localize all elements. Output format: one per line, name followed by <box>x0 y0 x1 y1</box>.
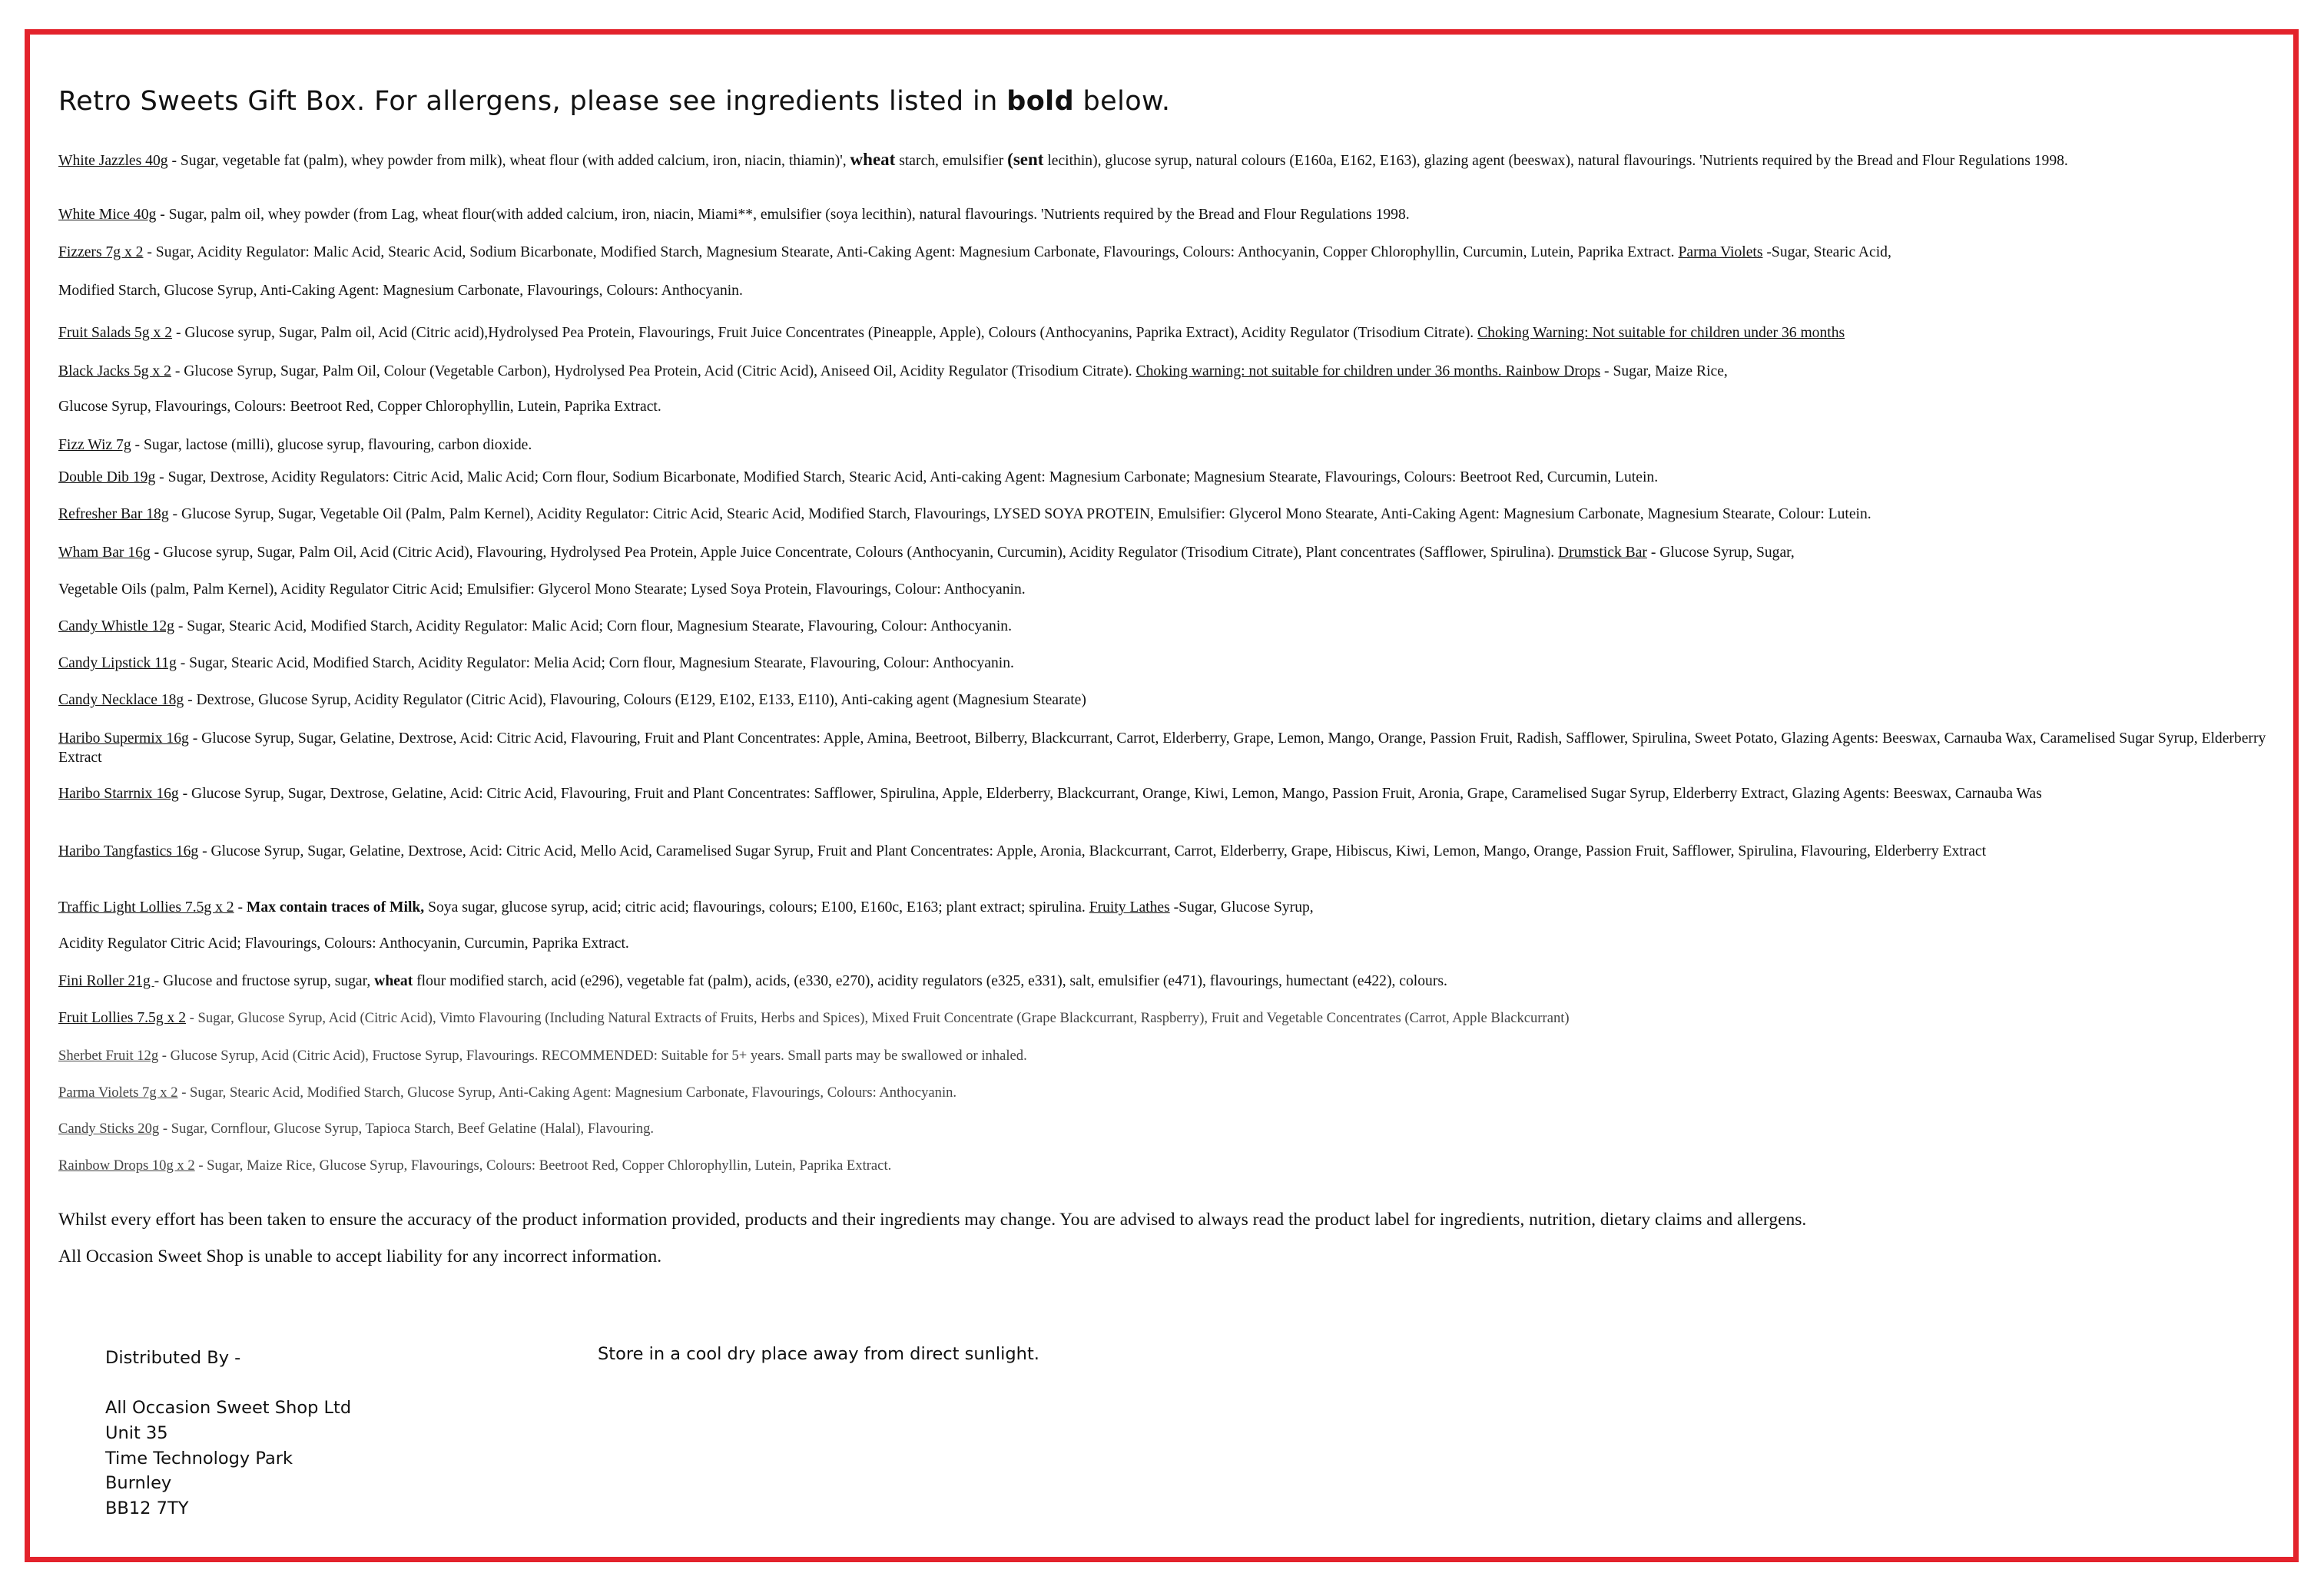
choking-warning: Choking warning: not suitable for children under 36 months. Rainbow Drops <box>1135 363 1601 379</box>
distributor-heading: Distributed By - <box>105 1348 241 1368</box>
ingredient-traffic-light-lollies-line2: Acidity Regulator Citric Acid; Flavourings, Colours: Anthocyanin, Curcumin, Paprika Extract. <box>58 935 629 952</box>
distributor-unit: Unit 35 <box>105 1423 168 1443</box>
product-name: Black Jacks 5g x 2 <box>58 363 171 379</box>
ingredient-haribo-starrnix: Haribo Starrnix 16g - Glucose Syrup, Sugar, Dextrose, Gelatine, Acid: Citric Acid, Flavouring, Fruit and Plant Concentrates: Safflower, Spirulina, Apple, Elderberry, Blackcurrant, Orange, Kiwi, Lemon, Mango, Passion Fruit, Aronia, Grape, Caramelised Sugar Syrup, Elderberry Extract, Glazing Agents: Beeswax, Carnauba Was <box>58 786 2042 802</box>
ingredient-white-jazzles: White Jazzles 40g - Sugar, vegetable fat (palm), whey powder from milk), wheat flour (with added calcium, iron, niacin, thiamin)', wheat starch, emulsifier (sent lecithin), glucose syrup, natural colours (E160a, E162, E163), glazing agent (beeswax), natural flavourings. 'Nutrients required by the Bread and Flour Regulations 1998. <box>58 150 2068 169</box>
product-name: Haribo Starrnix 16g <box>58 786 179 802</box>
ingredient-fini-roller: Fini Roller 21g - Glucose and fructose syrup, sugar, wheat flour modified starch, acid (e296), vegetable fat (palm), acids, (e330, e270), acidity regulators (e325, e331), salt, emulsifier (e471), flavourings, humectant (e422), colours. <box>58 973 1447 989</box>
product-name: Haribo Supermix 16g <box>58 730 189 747</box>
ingredient-wham-bar-line2: Vegetable Oils (palm, Palm Kernel), Acidity Regulator Citric Acid; Emulsifier: Glycerol Mono Stearate; Lysed Soya Protein, Flavourings, Colour: Anthocyanin. <box>58 581 1026 598</box>
ingredient-candy-necklace: Candy Necklace 18g - Dextrose, Glucose Syrup, Acidity Regulator (Citric Acid), Flavouring, Colours (E129, E102, E133, E110), Anti-caking agent (Magnesium Stearate) <box>58 692 1086 708</box>
product-name: Drumstick Bar <box>1558 545 1647 561</box>
ingredient-white-mice: White Mice 40g - Sugar, palm oil, whey powder (from Lag, wheat flour(with added calcium, iron, niacin, Miami**, emulsifier (soya lecithin), natural flavourings. 'Nutrients required by the Bread and Flour Regulations 1998. <box>58 207 1410 223</box>
milk-warning: Max contain traces of Milk, <box>246 899 425 916</box>
product-name: Double Dib 19g <box>58 469 156 485</box>
product-name: Parma Violets 7g x 2 <box>58 1084 178 1101</box>
product-name: Fruity Lathes <box>1089 899 1170 916</box>
distributor-postcode: BB12 7TY <box>105 1498 189 1518</box>
product-name: Rainbow Drops 10g x 2 <box>58 1157 195 1174</box>
product-name: White Mice 40g <box>58 207 157 223</box>
ingredient-fizzers-line2: Modified Starch, Glucose Syrup, Anti-Caking Agent: Magnesium Carbonate, Flavourings, Colours: Anthocyanin. <box>58 283 743 299</box>
distributor-park: Time Technology Park <box>105 1449 293 1469</box>
ingredient-sherbet-fruit: Sherbet Fruit 12g - Glucose Syrup, Acid (Citric Acid), Fructose Syrup, Flavourings. RECOMMENDED: Suitable for 5+ years. Small parts may be swallowed or inhaled. <box>58 1048 1027 1064</box>
ingredient-fruit-salads: Fruit Salads 5g x 2 - Glucose syrup, Sugar, Palm oil, Acid (Citric acid),Hydrolysed Pea Protein, Flavourings, Fruit Juice Concentrates (Pineapple, Apple), Colours (Anthocyanins, Paprika Extract), Acidity Regulator (Trisodium Citrate). Choking Warning: Not suitable for children under 36 months <box>58 325 1845 341</box>
product-name: Haribo Tangfastics 16g <box>58 843 199 859</box>
product-name: Candy Lipstick 11g <box>58 655 177 671</box>
storage-instructions: Store in a cool dry place away from direct sunlight. <box>598 1344 1039 1364</box>
product-name: Traffic Light Lollies 7.5g x 2 <box>58 899 234 916</box>
ingredient-black-jacks: Black Jacks 5g x 2 - Glucose Syrup, Sugar, Palm Oil, Colour (Vegetable Carbon), Hydrolysed Pea Protein, Acid (Citric Acid), Aniseed Oil, Acidity Regulator (Trisodium Citrate). Choking warning: not suitable for children under 36 months. Rainbow Drops - Sugar, Maize Rice, <box>58 363 1728 379</box>
product-name: Fizzers 7g x 2 <box>58 244 144 260</box>
ingredient-candy-lipstick: Candy Lipstick 11g - Sugar, Stearic Acid, Modified Starch, Acidity Regulator: Melia Acid; Corn flour, Magnesium Stearate, Flavouring, Colour: Anthocyanin. <box>58 655 1014 671</box>
ingredient-traffic-light-lollies: Traffic Light Lollies 7.5g x 2 - Max contain traces of Milk, Soya sugar, glucose syrup, acid; citric acid; flavourings, colours; E100, E160c, E163; plant extract; spirulina. Fruity Lathes -Sugar, Glucose Syrup, <box>58 899 1314 916</box>
ingredient-wham-bar: Wham Bar 16g - Glucose syrup, Sugar, Palm Oil, Acid (Citric Acid), Flavouring, Hydrolysed Pea Protein, Apple Juice Concentrate, Colours (Anthocyanin, Curcumin), Acidity Regulator (Trisodium Citrate), Plant concentrates (Safflower, Spirulina). Drumstick Bar - Glucose Syrup, Sugar, <box>58 545 1795 561</box>
page-title: Retro Sweets Gift Box. For allergens, please see ingredients listed in bold below. <box>58 86 1171 117</box>
product-name: Fini Roller 21g <box>58 973 154 989</box>
product-name: Sherbet Fruit 12g <box>58 1048 159 1064</box>
ingredient-candy-whistle: Candy Whistle 12g - Sugar, Stearic Acid, Modified Starch, Acidity Regulator: Malic Acid; Corn flour, Magnesium Stearate, Flavouring, Colour: Anthocyanin. <box>58 618 1012 634</box>
product-name: Refresher Bar 18g <box>58 506 169 522</box>
product-name: Parma Violets <box>1678 244 1763 260</box>
product-name: Fruit Salads 5g x 2 <box>58 325 173 341</box>
ingredient-fizzers: Fizzers 7g x 2 - Sugar, Acidity Regulator: Malic Acid, Stearic Acid, Sodium Bicarbonate, Modified Starch, Magnesium Stearate, Anti-Caking Agent: Magnesium Carbonate, Flavourings, Colours: Anthocyanin, Copper Chlorophyllin, Curcumin, Lutein, Paprika Extract. Parma Violets -Sugar, Stearic Acid, <box>58 244 1891 260</box>
disclaimer-line-2: All Occasion Sweet Shop is unable to accept liability for any incorrect information. <box>58 1247 662 1267</box>
ingredient-candy-sticks: Candy Sticks 20g - Sugar, Cornflour, Glucose Syrup, Tapioca Starch, Beef Gelatine (Halal), Flavouring. <box>58 1121 655 1137</box>
distributor-town: Burnley <box>105 1473 172 1493</box>
ingredient-rainbow-drops: Rainbow Drops 10g x 2 - Sugar, Maize Rice, Glucose Syrup, Flavourings, Colours: Beetroot Red, Copper Chlorophyllin, Lutein, Paprika Extract. <box>58 1157 892 1174</box>
product-name: White Jazzles 40g <box>58 153 168 169</box>
product-name: Fizz Wiz 7g <box>58 437 131 453</box>
disclaimer-line-1: Whilst every effort has been taken to ensure the accuracy of the product information provided, products and their ingredients may change. You are advised to always read the product label for ingredients, nutrition, dietary claims and allergens. <box>58 1210 1807 1230</box>
distributor-company: All Occasion Sweet Shop Ltd <box>105 1398 352 1418</box>
product-name: Fruit Lollies 7.5g x 2 <box>58 1010 187 1026</box>
product-name: Wham Bar 16g <box>58 545 151 561</box>
product-name: Candy Necklace 18g <box>58 692 184 708</box>
product-name: Candy Whistle 12g <box>58 618 174 634</box>
ingredient-haribo-supermix: Haribo Supermix 16g - Glucose Syrup, Sugar, Gelatine, Dextrose, Acid: Citric Acid, Flavouring, Fruit and Plant Concentrates: Apple, Amina, Beetroot, Bilberry, Blackcurrant, Carrot, Elderberry, Grape, Lemon, Mango, Orange, Passion Fruit, Radish, Safflower, Spirulina, Sweet Potato, Glazing Agents: Beeswax, Carnauba Wax, Caramelised Sugar Syrup, Elderberry Extract <box>58 730 2266 766</box>
title-bold-word: bold <box>1006 86 1075 117</box>
ingredient-fizz-wiz: Fizz Wiz 7g - Sugar, lactose (milli), glucose syrup, flavouring, carbon dioxide. <box>58 437 532 453</box>
choking-warning: Choking Warning: Not suitable for children under 36 months <box>1477 325 1845 341</box>
ingredient-refresher-bar: Refresher Bar 18g - Glucose Syrup, Sugar, Vegetable Oil (Palm, Palm Kernel), Acidity Regulator: Citric Acid, Stearic Acid, Modified Starch, Flavourings, LYSED SOYA PROTEIN, Emulsifier: Glycerol Mono Stearate, Anti-Caking Agent: Magnesium Carbonate, Magnesium Stearate, Colour: Lutein. <box>58 506 1871 522</box>
ingredient-haribo-tangfastics: Haribo Tangfastics 16g - Glucose Syrup, Sugar, Gelatine, Dextrose, Acid: Citric Acid, Mello Acid, Caramelised Sugar Syrup, Fruit and Plant Concentrates: Apple, Aronia, Blackcurrant, Carrot, Elderberry, Grape, Hibiscus, Kiwi, Lemon, Mango, Orange, Passion Fruit, Safflower, Spirulina, Flavouring, Elderberry Extract <box>58 843 1987 859</box>
ingredient-parma-violets: Parma Violets 7g x 2 - Sugar, Stearic Acid, Modified Starch, Glucose Syrup, Anti-Caking Agent: Magnesium Carbonate, Flavourings, Colours: Anthocyanin. <box>58 1084 957 1101</box>
product-name: Candy Sticks 20g <box>58 1121 160 1137</box>
ingredient-fruit-lollies: Fruit Lollies 7.5g x 2 - Sugar, Glucose Syrup, Acid (Citric Acid), Vimto Flavouring (Including Natural Extracts of Fruits, Herbs and Spices), Mixed Fruit Concentrate (Grape Blackcurrant, Raspberry), Fruit and Vegetable Concentrates (Carrot, Apple Blackcurrant) <box>58 1010 1570 1026</box>
ingredient-black-jacks-line2: Glucose Syrup, Flavourings, Colours: Beetroot Red, Copper Chlorophyllin, Lutein, Paprika Extract. <box>58 399 661 415</box>
ingredient-double-dib: Double Dib 19g - Sugar, Dextrose, Acidity Regulators: Citric Acid, Malic Acid; Corn flour, Sodium Bicarbonate, Modified Starch, Stearic Acid, Anti-caking Agent: Magnesium Carbonate; Magnesium Stearate, Flavourings, Colours: Beetroot Red, Curcumin, Lutein. <box>58 469 1659 485</box>
